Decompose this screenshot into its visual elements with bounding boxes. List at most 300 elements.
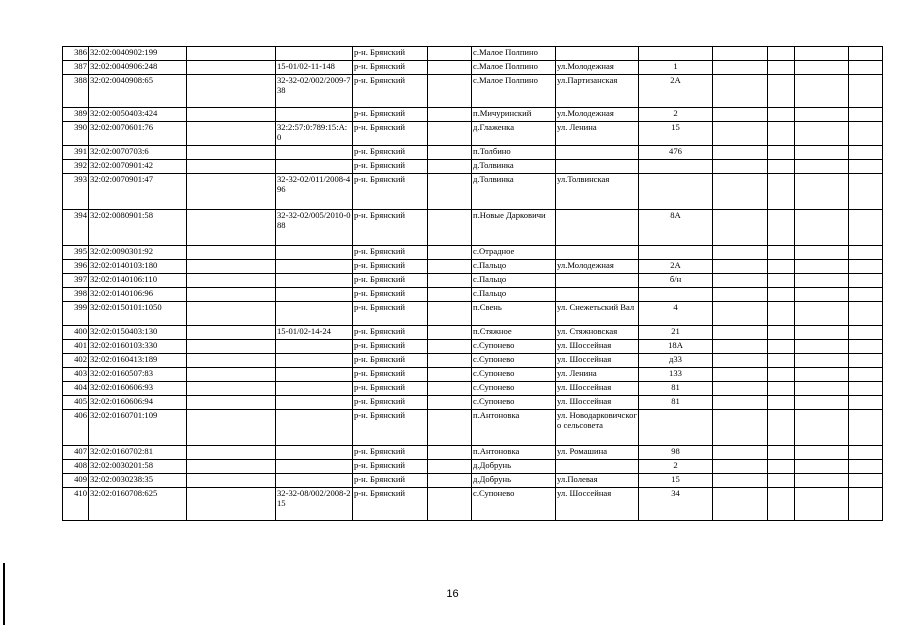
locality-cell: с.Супонево — [472, 354, 556, 368]
cadastral-number-cell: 32:02:0040906:248 — [89, 61, 187, 75]
row-number-cell: 406 — [63, 410, 89, 446]
district-cell: р-н. Брянский — [353, 61, 428, 75]
empty-cell — [187, 474, 276, 488]
empty-cell — [768, 246, 795, 260]
empty-cell — [713, 474, 768, 488]
table-row — [63, 146, 883, 160]
page-number: 16 — [446, 588, 459, 600]
table-row — [63, 61, 883, 75]
row-number-cell: 410 — [63, 488, 89, 521]
empty-cell — [768, 368, 795, 382]
empty-cell — [187, 47, 276, 61]
empty-cell — [768, 160, 795, 174]
registration-number-cell — [276, 446, 353, 460]
street-cell — [556, 146, 639, 160]
empty-cell — [849, 410, 883, 446]
empty-cell — [795, 460, 849, 474]
registration-number-cell — [276, 410, 353, 446]
empty-cell — [713, 260, 768, 274]
empty-cell — [713, 302, 768, 326]
empty-cell — [849, 354, 883, 368]
row-number-cell: 402 — [63, 354, 89, 368]
house-number-cell: 8А — [639, 210, 713, 246]
street-cell: ул. Новодарковичского сельсовета — [556, 410, 639, 446]
district-cell: р-н. Брянский — [353, 474, 428, 488]
registration-number-cell: 32-32-08/002/2008-215 — [276, 488, 353, 521]
empty-cell — [768, 446, 795, 460]
empty-cell — [768, 410, 795, 446]
empty-cell — [768, 302, 795, 326]
street-cell — [556, 274, 639, 288]
table-row — [63, 122, 883, 146]
empty-cell — [713, 326, 768, 340]
registration-number-cell: 32-32-02/011/2008-496 — [276, 174, 353, 210]
cadastral-number-cell: 32:02:0090301:92 — [89, 246, 187, 260]
empty-cell — [713, 460, 768, 474]
street-cell — [556, 210, 639, 246]
district-cell: р-н. Брянский — [353, 302, 428, 326]
locality-cell: д.Добрунь — [472, 474, 556, 488]
empty-cell — [428, 122, 472, 146]
table-row — [63, 354, 883, 368]
cadastral-number-cell: 32:02:0140106:110 — [89, 274, 187, 288]
table-row — [63, 210, 883, 246]
row-number-cell: 388 — [63, 75, 89, 108]
locality-cell: с.Супонево — [472, 340, 556, 354]
empty-cell — [187, 460, 276, 474]
empty-cell — [849, 246, 883, 260]
cadastral-number-cell: 32:02:0070601:76 — [89, 122, 187, 146]
empty-cell — [849, 160, 883, 174]
empty-cell — [768, 354, 795, 368]
empty-cell — [795, 488, 849, 521]
cadastral-number-cell: 32:02:0150101:1050 — [89, 302, 187, 326]
empty-cell — [428, 474, 472, 488]
locality-cell: д.Толвинка — [472, 160, 556, 174]
empty-cell — [428, 210, 472, 246]
table-row — [63, 488, 883, 521]
empty-cell — [768, 460, 795, 474]
empty-cell — [187, 446, 276, 460]
house-number-cell: д33 — [639, 354, 713, 368]
cadastral-number-cell: 32:02:0030238:35 — [89, 474, 187, 488]
empty-cell — [187, 108, 276, 122]
house-number-cell: 81 — [639, 382, 713, 396]
table-row — [63, 368, 883, 382]
cadastral-number-cell: 32:02:0160507:83 — [89, 368, 187, 382]
street-cell: ул. Шоссейная — [556, 340, 639, 354]
house-number-cell: 21 — [639, 326, 713, 340]
row-number-cell: 391 — [63, 146, 89, 160]
empty-cell — [768, 326, 795, 340]
empty-cell — [795, 396, 849, 410]
row-number-cell: 395 — [63, 246, 89, 260]
empty-cell — [187, 61, 276, 75]
locality-cell: п.Мичуринский — [472, 108, 556, 122]
registration-number-cell — [276, 382, 353, 396]
registration-number-cell — [276, 474, 353, 488]
empty-cell — [795, 160, 849, 174]
street-cell: ул.Молодежная — [556, 108, 639, 122]
empty-cell — [713, 210, 768, 246]
cadastral-number-cell: 32:02:0140103:180 — [89, 260, 187, 274]
empty-cell — [849, 340, 883, 354]
street-cell: ул. Ромашина — [556, 446, 639, 460]
house-number-cell: 2А — [639, 260, 713, 274]
locality-cell: с.Отрадное — [472, 246, 556, 260]
empty-cell — [795, 274, 849, 288]
row-number-cell: 409 — [63, 474, 89, 488]
empty-cell — [187, 340, 276, 354]
empty-cell — [795, 108, 849, 122]
registration-number-cell — [276, 47, 353, 61]
street-cell: ул.Молодежная — [556, 61, 639, 75]
locality-cell: п.Свень — [472, 302, 556, 326]
empty-cell — [849, 460, 883, 474]
locality-cell: д.Глаженка — [472, 122, 556, 146]
empty-cell — [795, 446, 849, 460]
locality-cell: п.Антоновка — [472, 410, 556, 446]
empty-cell — [187, 288, 276, 302]
registration-number-cell — [276, 246, 353, 260]
empty-cell — [713, 446, 768, 460]
locality-cell: п.Толбино — [472, 146, 556, 160]
empty-cell — [768, 75, 795, 108]
empty-cell — [849, 61, 883, 75]
empty-cell — [187, 146, 276, 160]
house-number-cell: 2 — [639, 460, 713, 474]
empty-cell — [795, 288, 849, 302]
street-cell — [556, 288, 639, 302]
table-row — [63, 160, 883, 174]
empty-cell — [713, 488, 768, 521]
empty-cell — [428, 302, 472, 326]
district-cell: р-н. Брянский — [353, 160, 428, 174]
row-number-cell: 393 — [63, 174, 89, 210]
row-number-cell: 398 — [63, 288, 89, 302]
house-number-cell: 18А — [639, 340, 713, 354]
empty-cell — [768, 210, 795, 246]
empty-cell — [768, 61, 795, 75]
empty-cell — [428, 47, 472, 61]
empty-cell — [428, 61, 472, 75]
empty-cell — [428, 410, 472, 446]
empty-cell — [795, 382, 849, 396]
empty-cell — [768, 474, 795, 488]
empty-cell — [849, 302, 883, 326]
street-cell: ул. Шоссейная — [556, 382, 639, 396]
empty-cell — [187, 410, 276, 446]
cadastral-number-cell: 32:02:0050403:424 — [89, 108, 187, 122]
empty-cell — [428, 174, 472, 210]
district-cell: р-н. Брянский — [353, 210, 428, 246]
empty-cell — [849, 474, 883, 488]
row-number-cell: 389 — [63, 108, 89, 122]
district-cell: р-н. Брянский — [353, 354, 428, 368]
house-number-cell: 15 — [639, 474, 713, 488]
empty-cell — [428, 368, 472, 382]
registration-number-cell: 32-32-02/005/2010-088 — [276, 210, 353, 246]
empty-cell — [428, 460, 472, 474]
empty-cell — [187, 302, 276, 326]
district-cell: р-н. Брянский — [353, 396, 428, 410]
empty-cell — [428, 382, 472, 396]
district-cell: р-н. Брянский — [353, 460, 428, 474]
empty-cell — [795, 368, 849, 382]
empty-cell — [849, 260, 883, 274]
cadastral-number-cell: 32:02:0160708:625 — [89, 488, 187, 521]
row-number-cell: 401 — [63, 340, 89, 354]
table-row — [63, 274, 883, 288]
empty-cell — [187, 488, 276, 521]
table-row — [63, 326, 883, 340]
cadastral-number-cell: 32:02:0160606:94 — [89, 396, 187, 410]
locality-cell: с.Пальцо — [472, 260, 556, 274]
empty-cell — [849, 382, 883, 396]
row-number-cell: 407 — [63, 446, 89, 460]
empty-cell — [187, 396, 276, 410]
table-row — [63, 75, 883, 108]
house-number-cell — [639, 160, 713, 174]
house-number-cell: 476 — [639, 146, 713, 160]
row-number-cell: 397 — [63, 274, 89, 288]
street-cell: ул.Толвинская — [556, 174, 639, 210]
district-cell: р-н. Брянский — [353, 174, 428, 210]
empty-cell — [849, 210, 883, 246]
district-cell: р-н. Брянский — [353, 288, 428, 302]
district-cell: р-н. Брянский — [353, 274, 428, 288]
table-row — [63, 47, 883, 61]
house-number-cell: 1 — [639, 61, 713, 75]
empty-cell — [428, 288, 472, 302]
locality-cell: с.Пальцо — [472, 274, 556, 288]
registration-number-cell — [276, 260, 353, 274]
empty-cell — [713, 396, 768, 410]
empty-cell — [795, 326, 849, 340]
table-row — [63, 382, 883, 396]
empty-cell — [795, 410, 849, 446]
row-number-cell: 386 — [63, 47, 89, 61]
empty-cell — [713, 174, 768, 210]
cadastral-number-cell: 32:02:0080901:58 — [89, 210, 187, 246]
empty-cell — [795, 302, 849, 326]
street-cell: ул.Полевая — [556, 474, 639, 488]
house-number-cell — [639, 246, 713, 260]
registration-number-cell — [276, 396, 353, 410]
empty-cell — [187, 368, 276, 382]
locality-cell: с.Супонево — [472, 368, 556, 382]
empty-cell — [849, 446, 883, 460]
street-cell: ул. Шоссейная — [556, 396, 639, 410]
street-cell: ул. Ленина — [556, 122, 639, 146]
street-cell: ул. Шоссейная — [556, 354, 639, 368]
cadastral-number-cell: 32:02:0160701:109 — [89, 410, 187, 446]
registration-number-cell — [276, 460, 353, 474]
empty-cell — [795, 340, 849, 354]
locality-cell: с.Супонево — [472, 396, 556, 410]
empty-cell — [795, 47, 849, 61]
district-cell: р-н. Брянский — [353, 108, 428, 122]
district-cell: р-н. Брянский — [353, 340, 428, 354]
street-cell — [556, 246, 639, 260]
locality-cell: с.Малое Полпино — [472, 75, 556, 108]
house-number-cell: 34 — [639, 488, 713, 521]
house-number-cell: 2А — [639, 75, 713, 108]
row-number-cell: 392 — [63, 160, 89, 174]
empty-cell — [428, 326, 472, 340]
house-number-cell — [639, 47, 713, 61]
empty-cell — [428, 274, 472, 288]
registration-number-cell — [276, 160, 353, 174]
empty-cell — [795, 246, 849, 260]
empty-cell — [428, 446, 472, 460]
empty-cell — [713, 122, 768, 146]
table-row — [63, 246, 883, 260]
district-cell: р-н. Брянский — [353, 382, 428, 396]
empty-cell — [849, 174, 883, 210]
registration-number-cell — [276, 288, 353, 302]
house-number-cell: 98 — [639, 446, 713, 460]
empty-cell — [795, 122, 849, 146]
table-row — [63, 288, 883, 302]
table-row — [63, 260, 883, 274]
empty-cell — [795, 210, 849, 246]
property-register-table — [62, 46, 883, 521]
registration-number-cell: 32:2:57:0:789:15:А:0 — [276, 122, 353, 146]
locality-cell: с.Малое Полпино — [472, 61, 556, 75]
locality-cell: с.Пальцо — [472, 288, 556, 302]
empty-cell — [187, 382, 276, 396]
locality-cell: п.Новые Дарковичи — [472, 210, 556, 246]
cadastral-number-cell: 32:02:0070703:6 — [89, 146, 187, 160]
registration-number-cell — [276, 274, 353, 288]
row-number-cell: 390 — [63, 122, 89, 146]
empty-cell — [428, 108, 472, 122]
empty-cell — [713, 288, 768, 302]
house-number-cell: 4 — [639, 302, 713, 326]
row-number-cell: 408 — [63, 460, 89, 474]
locality-cell: с.Супонево — [472, 382, 556, 396]
locality-cell: п.Стяжное — [472, 326, 556, 340]
empty-cell — [713, 61, 768, 75]
district-cell: р-н. Брянский — [353, 246, 428, 260]
cadastral-number-cell: 32:02:0160103:330 — [89, 340, 187, 354]
table-row — [63, 302, 883, 326]
empty-cell — [428, 396, 472, 410]
empty-cell — [187, 75, 276, 108]
street-cell — [556, 160, 639, 174]
row-number-cell: 396 — [63, 260, 89, 274]
registration-number-cell — [276, 146, 353, 160]
cadastral-number-cell: 32:02:0160606:93 — [89, 382, 187, 396]
street-cell: ул.Партизанская — [556, 75, 639, 108]
empty-cell — [795, 146, 849, 160]
table-row — [63, 446, 883, 460]
empty-cell — [795, 260, 849, 274]
cadastral-number-cell: 32:02:0030201:58 — [89, 460, 187, 474]
empty-cell — [849, 326, 883, 340]
district-cell: р-н. Брянский — [353, 326, 428, 340]
house-number-cell — [639, 174, 713, 210]
house-number-cell: 15 — [639, 122, 713, 146]
table-row — [63, 460, 883, 474]
empty-cell — [849, 396, 883, 410]
empty-cell — [795, 474, 849, 488]
empty-cell — [768, 288, 795, 302]
district-cell: р-н. Брянский — [353, 122, 428, 146]
row-number-cell: 399 — [63, 302, 89, 326]
empty-cell — [849, 47, 883, 61]
empty-cell — [768, 260, 795, 274]
cadastral-number-cell: 32:02:0070901:47 — [89, 174, 187, 210]
registration-number-cell — [276, 340, 353, 354]
empty-cell — [768, 274, 795, 288]
empty-cell — [187, 260, 276, 274]
empty-cell — [428, 75, 472, 108]
registration-number-cell: 32-32-02/002/2009-738 — [276, 75, 353, 108]
empty-cell — [849, 146, 883, 160]
empty-cell — [187, 246, 276, 260]
empty-cell — [713, 108, 768, 122]
house-number-cell: 81 — [639, 396, 713, 410]
district-cell: р-н. Брянский — [353, 368, 428, 382]
row-number-cell: 400 — [63, 326, 89, 340]
locality-cell: п.Антоновка — [472, 446, 556, 460]
row-number-cell: 403 — [63, 368, 89, 382]
empty-cell — [187, 326, 276, 340]
house-number-cell: 2 — [639, 108, 713, 122]
empty-cell — [713, 274, 768, 288]
district-cell: р-н. Брянский — [353, 488, 428, 521]
empty-cell — [768, 488, 795, 521]
registration-number-cell — [276, 354, 353, 368]
empty-cell — [849, 288, 883, 302]
table-row — [63, 174, 883, 210]
empty-cell — [187, 122, 276, 146]
empty-cell — [768, 396, 795, 410]
empty-cell — [849, 122, 883, 146]
empty-cell — [428, 146, 472, 160]
cadastral-number-cell: 32:02:0040908:65 — [89, 75, 187, 108]
empty-cell — [768, 146, 795, 160]
empty-cell — [428, 246, 472, 260]
table-row — [63, 108, 883, 122]
street-cell: ул. Ленина — [556, 368, 639, 382]
empty-cell — [187, 210, 276, 246]
table-row — [63, 410, 883, 446]
empty-cell — [713, 368, 768, 382]
table-row — [63, 474, 883, 488]
locality-cell: с.Малое Полпино — [472, 47, 556, 61]
empty-cell — [713, 246, 768, 260]
street-cell: ул. Шоссейная — [556, 488, 639, 521]
district-cell: р-н. Брянский — [353, 146, 428, 160]
registration-number-cell: 15-01/02-14-24 — [276, 326, 353, 340]
registration-number-cell — [276, 108, 353, 122]
empty-cell — [713, 340, 768, 354]
empty-cell — [187, 354, 276, 368]
locality-cell: с.Супонево — [472, 488, 556, 521]
district-cell: р-н. Брянский — [353, 446, 428, 460]
cadastral-number-cell: 32:02:0160413:189 — [89, 354, 187, 368]
street-cell: ул. Снежетьский Вал — [556, 302, 639, 326]
cadastral-number-cell: 32:02:0160702:81 — [89, 446, 187, 460]
cadastral-number-cell: 32:02:0150403:130 — [89, 326, 187, 340]
registration-number-cell — [276, 302, 353, 326]
street-cell: ул.Молодежная — [556, 260, 639, 274]
empty-cell — [768, 340, 795, 354]
house-number-cell: 133 — [639, 368, 713, 382]
